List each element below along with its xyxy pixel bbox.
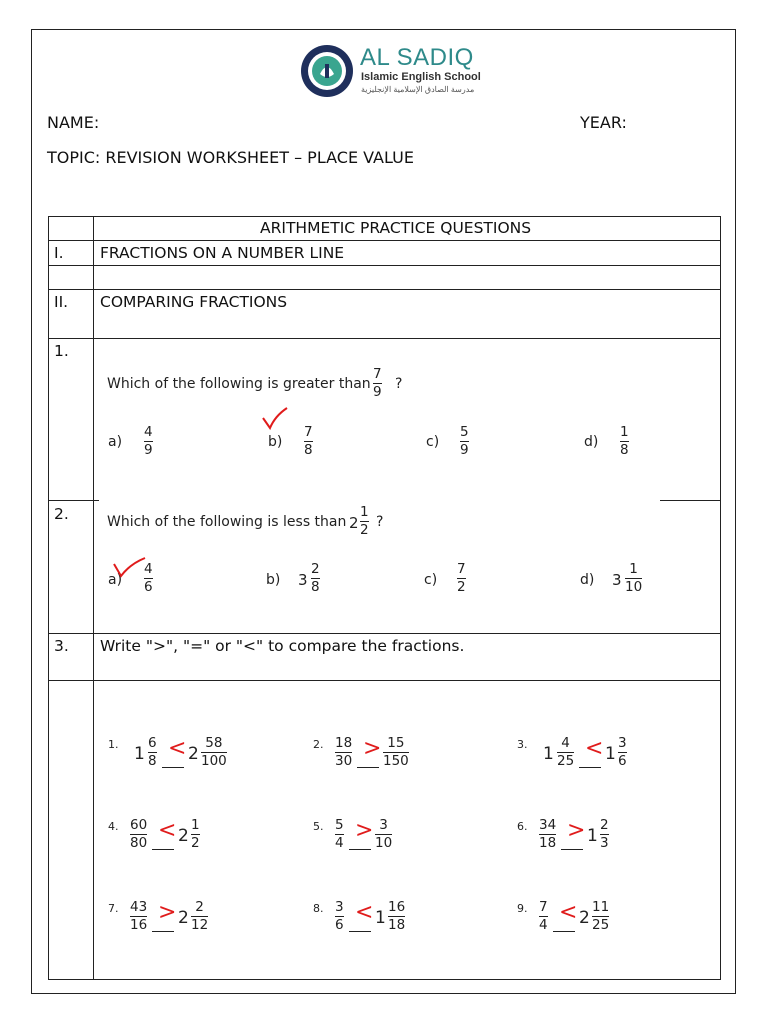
compare-item-5-answer-blank xyxy=(349,849,371,850)
compare-item-8-left-fraction xyxy=(335,900,344,933)
denominator: 4 xyxy=(539,917,548,933)
compare-item-2-answer-sign: > xyxy=(363,736,382,761)
denominator: 16 xyxy=(130,917,148,933)
denominator: 18 xyxy=(388,917,406,933)
compare-item-2-left-fraction xyxy=(335,736,352,769)
numerator: 15 xyxy=(387,735,405,751)
question-3-number: 3. xyxy=(54,637,69,655)
q1-tick-mark-icon xyxy=(260,406,290,434)
compare-item-7-left-fraction xyxy=(130,900,147,933)
compare-item-1-answer-sign: < xyxy=(168,736,187,761)
compare-item-7-right-whole: 2 xyxy=(178,908,189,928)
q2-option-c-fraction: 7 2 xyxy=(457,561,466,595)
q2-tick-mark-icon xyxy=(112,556,148,582)
compare-item-2-number: 2. xyxy=(313,738,324,751)
denominator: 9 xyxy=(373,384,382,400)
compare-item-4-number: 4. xyxy=(108,820,119,833)
denominator: 80 xyxy=(130,835,148,851)
worksheet-table xyxy=(48,216,721,980)
numerator: 11 xyxy=(592,899,610,915)
denominator: 12 xyxy=(191,917,209,933)
numerator: 2 xyxy=(195,899,204,915)
denominator: 10 xyxy=(375,835,393,851)
compare-item-9-answer-blank xyxy=(553,931,575,932)
numerator: 1 xyxy=(191,817,200,833)
section-1-title: FRACTIONS ON A NUMBER LINE xyxy=(100,244,345,262)
numerator: 58 xyxy=(205,735,223,751)
compare-item-6-answer-sign: > xyxy=(567,818,586,843)
compare-item-5-answer-sign: > xyxy=(355,818,374,843)
compare-item-1-right-whole: 2 xyxy=(188,744,199,764)
compare-item-8-answer-blank xyxy=(349,931,371,932)
table-title: ARITHMETIC PRACTICE QUESTIONS xyxy=(260,219,532,237)
question-2-prompt: Which of the following is less than xyxy=(107,514,347,530)
numerator: 7 xyxy=(373,366,382,382)
compare-item-7-right-fraction xyxy=(191,900,208,933)
q2-option-b-whole: 3 xyxy=(298,571,308,589)
compare-item-3-answer-blank xyxy=(579,767,601,768)
denominator: 4 xyxy=(335,835,344,851)
year-label: YEAR: xyxy=(580,113,627,132)
compare-item-4-answer-blank xyxy=(152,849,174,850)
denominator: 2 xyxy=(191,835,200,851)
compare-item-9-number: 9. xyxy=(517,902,528,915)
denominator: 6 xyxy=(335,917,344,933)
numerator: 3 xyxy=(335,899,344,915)
compare-item-4-left-fraction xyxy=(130,818,147,851)
q2-option-a-fraction: 4 6 xyxy=(144,561,153,595)
question-1-prompt: Which of the following is greater than xyxy=(107,376,371,392)
question-3-instruction: Write ">", "=" or "<" to compare the fractions. xyxy=(100,637,465,655)
q1-option-a-fraction: 4 9 xyxy=(144,424,153,458)
compare-item-7-answer-sign: > xyxy=(158,900,177,925)
compare-item-6-answer-blank xyxy=(561,849,583,850)
q2-target-whole: 2 xyxy=(349,514,359,532)
section-1-number: I. xyxy=(54,244,64,262)
section-2-title: COMPARING FRACTIONS xyxy=(100,293,288,311)
compare-item-3-left-fraction xyxy=(557,736,574,769)
denominator: 25 xyxy=(592,917,610,933)
q1-option-b-fraction: 7 8 xyxy=(304,424,313,458)
numerator: 2 xyxy=(600,817,609,833)
denominator: 25 xyxy=(557,753,575,769)
numerator: 16 xyxy=(388,899,406,915)
q1-option-b-label: b) xyxy=(268,434,283,450)
q1-option-c-label: c) xyxy=(426,434,440,450)
compare-item-7-answer-blank xyxy=(152,931,174,932)
compare-item-1-left-fraction xyxy=(148,736,157,769)
q2-option-b-label: b) xyxy=(266,572,281,588)
compare-item-5-left-fraction xyxy=(335,818,344,851)
denominator: 18 xyxy=(539,835,557,851)
compare-item-1-left-whole: 1 xyxy=(134,744,145,764)
section-2-number: II. xyxy=(54,293,69,311)
compare-item-6-right-whole: 1 xyxy=(587,826,598,846)
compare-item-6-right-fraction xyxy=(600,818,609,851)
denominator: 100 xyxy=(201,753,227,769)
q1-option-c-fraction: 5 9 xyxy=(460,424,469,458)
compare-item-5-number: 5. xyxy=(313,820,324,833)
numerator: 6 xyxy=(148,735,157,751)
question-1-target-fraction xyxy=(373,367,382,400)
compare-item-7-number: 7. xyxy=(108,902,119,915)
compare-item-2-right-fraction xyxy=(383,736,409,769)
denominator: 8 xyxy=(148,753,157,769)
compare-item-6-number: 6. xyxy=(517,820,528,833)
numerator: 18 xyxy=(335,735,353,751)
numerator: 3 xyxy=(618,735,627,751)
q2-option-d-label: d) xyxy=(580,572,595,588)
name-label: NAME: xyxy=(47,113,100,132)
compare-item-2-answer-blank xyxy=(357,767,379,768)
compare-item-4-answer-sign: < xyxy=(158,818,177,843)
q2-option-a-label: a) xyxy=(108,572,123,588)
compare-item-1-number: 1. xyxy=(108,738,119,751)
q1-option-d-fraction: 1 8 xyxy=(620,424,629,458)
logo-school-subtitle: Islamic English School xyxy=(361,71,481,83)
q2-option-b-fraction: 2 8 xyxy=(311,561,320,595)
school-logo xyxy=(300,44,500,100)
denominator: 150 xyxy=(383,753,409,769)
question-2-target-fraction: 1 2 xyxy=(360,504,369,538)
q2-option-d-whole: 3 xyxy=(612,571,622,589)
question-2-number: 2. xyxy=(54,505,69,523)
numerator: 5 xyxy=(335,817,344,833)
compare-item-3-number: 3. xyxy=(517,738,528,751)
compare-item-9-answer-sign: < xyxy=(559,900,578,925)
compare-item-9-left-fraction xyxy=(539,900,548,933)
compare-item-1-right-fraction xyxy=(201,736,227,769)
q1-option-a-label: a) xyxy=(108,434,123,450)
question-2-qmark: ? xyxy=(376,514,384,530)
denominator: 3 xyxy=(600,835,609,851)
logo-arabic-name: مدرسة الصادق الإسلامية الإنجليزية xyxy=(361,85,475,94)
compare-item-1-answer-blank xyxy=(162,767,184,768)
compare-item-4-right-whole: 2 xyxy=(178,826,189,846)
compare-item-3-right-whole: 1 xyxy=(605,744,616,764)
topic-heading: TOPIC: REVISION WORKSHEET – PLACE VALUE xyxy=(47,148,414,167)
numerator: 43 xyxy=(130,899,148,915)
numerator: 60 xyxy=(130,817,148,833)
logo-school-name: AL SADIQ xyxy=(360,44,474,71)
compare-item-9-right-fraction xyxy=(592,900,609,933)
compare-item-8-right-whole: 1 xyxy=(375,908,386,928)
q2-option-c-label: c) xyxy=(424,572,438,588)
compare-item-4-right-fraction xyxy=(191,818,200,851)
compare-item-8-number: 8. xyxy=(313,902,324,915)
compare-item-3-left-whole: 1 xyxy=(543,744,554,764)
compare-item-9-right-whole: 2 xyxy=(579,908,590,928)
question-1-qmark: ? xyxy=(395,376,403,392)
numerator: 3 xyxy=(379,817,388,833)
compare-item-6-left-fraction xyxy=(539,818,556,851)
numerator: 34 xyxy=(539,817,557,833)
denominator: 30 xyxy=(335,753,353,769)
numerator: 7 xyxy=(539,899,548,915)
question-1-number: 1. xyxy=(54,342,69,360)
compare-item-5-right-fraction xyxy=(375,818,392,851)
q1-option-d-label: d) xyxy=(584,434,599,450)
numerator: 4 xyxy=(561,735,570,751)
compare-item-8-answer-sign: < xyxy=(355,900,374,925)
compare-item-3-right-fraction xyxy=(618,736,627,769)
q2-option-d-fraction: 1 10 xyxy=(625,561,643,595)
compare-item-8-right-fraction xyxy=(388,900,405,933)
denominator: 6 xyxy=(618,753,627,769)
school-emblem-icon xyxy=(300,44,354,98)
compare-item-3-answer-sign: < xyxy=(585,736,604,761)
